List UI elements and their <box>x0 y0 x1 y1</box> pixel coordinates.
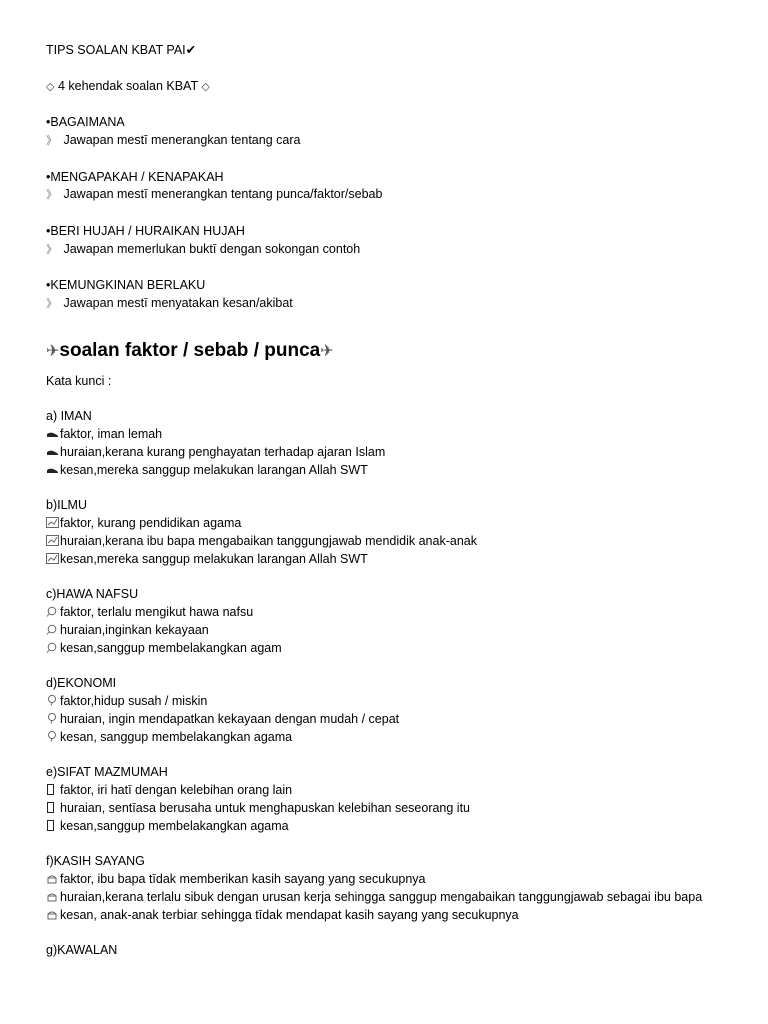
group-line <box>46 604 768 622</box>
group-line-text: huraian,inginkan kekayaan <box>60 622 209 637</box>
rocket-icon: ✈ <box>46 342 60 360</box>
kbat-intro-text: 4 kehendak soalan KBAT <box>57 78 198 93</box>
group-line <box>46 800 768 818</box>
kbat-item-label: •KEMUNGKINAN BERLAKU <box>46 278 206 293</box>
group-line <box>46 693 768 711</box>
section-heading-text: soalan faktor / sebab / punca <box>59 339 321 361</box>
group-line <box>46 533 768 551</box>
group-label: c)HAWA NAFSU <box>46 587 139 602</box>
cake-icon <box>46 890 60 904</box>
double-chevron-icon: 》 <box>46 134 57 147</box>
kbat-answer-text: Jawapan mestī menyatakan kesan/akibat <box>63 296 293 311</box>
group-line <box>46 515 768 533</box>
document-title: TIPS SOALAN KBAT PAI✔ <box>46 43 197 57</box>
group-line-text: kesan,sanggup membelakangkan agam <box>60 640 282 655</box>
rocket-icon: ✈ <box>320 342 334 360</box>
double-chevron-icon: 》 <box>46 243 57 256</box>
group-line-text: kesan, anak-anak terbiar sehingga tīdak mendapat kasih sayang yang secukupnya <box>60 907 519 922</box>
missing-glyph-icon <box>46 801 60 815</box>
balloon-icon <box>46 694 60 708</box>
group-line-text: huraian, sentīasa berusaha untuk menghapuskan kelebihan seseorang itu <box>60 800 471 815</box>
missing-glyph-icon <box>46 783 60 797</box>
kbat-item-answer <box>46 295 768 314</box>
group-line <box>46 871 768 889</box>
group-line <box>46 622 768 640</box>
double-chevron-icon: 》 <box>46 189 57 202</box>
group-line <box>46 729 768 747</box>
group-line-text: huraian,kerana ibu bapa mengabaikan tanggungjawab mendidik anak-anak <box>60 533 477 548</box>
shoe-icon <box>46 463 60 477</box>
group-line-text: kesan,mereka sanggup melakukan larangan Allah SWT <box>60 462 368 477</box>
shoe-icon <box>46 427 60 441</box>
section-heading <box>46 338 768 365</box>
group-line-text: kesan,mereka sanggup melakukan larangan Allah SWT <box>60 551 368 566</box>
group-line <box>46 782 768 800</box>
kbat-answer-text: Jawapan mestī menerangkan tentang cara <box>63 132 301 147</box>
kbat-item-answer <box>46 241 768 260</box>
cake-icon <box>46 872 60 886</box>
missing-glyph-icon <box>46 819 60 833</box>
kata-kunci-label: Kata kunci : <box>46 373 112 388</box>
group-line-text: faktor, ibu bapa tīdak memberikan kasih sayang yang secukupnya <box>60 872 426 887</box>
group-line <box>46 907 768 925</box>
balloon-icon <box>46 712 60 726</box>
kbat-item-label: •MENGAPAKAH / KENAPAKAH <box>46 169 224 184</box>
keyword-groups <box>46 408 768 960</box>
kbat-item-answer <box>46 186 768 205</box>
group-label: g)KAWALAN <box>46 943 118 958</box>
group-line-text: faktor, iri hatī dengan kelebihan orang lain <box>60 783 293 798</box>
group-line-text: kesan,sanggup membelakangkan agama <box>60 818 289 833</box>
group-line <box>46 462 768 480</box>
group-line <box>46 551 768 569</box>
group-line <box>46 711 768 729</box>
kbat-item-label: •BAGAIMANA <box>46 115 125 130</box>
group-line-text: faktor, iman lemah <box>60 427 163 442</box>
kbat-answer-text: Jawapan memerlukan buktī dengan sokongan contoh <box>63 241 361 256</box>
magnifier-icon <box>46 623 60 637</box>
magnifier-icon <box>46 641 60 655</box>
group-line <box>46 426 768 444</box>
cake-icon <box>46 908 60 922</box>
group-line-text: faktor,hidup susah / miskin <box>60 694 208 709</box>
balloon-icon <box>46 730 60 744</box>
double-chevron-icon: 》 <box>46 298 57 311</box>
magnifier-icon <box>46 605 60 619</box>
group-label: b)ILMU <box>46 498 87 513</box>
chart-icon <box>46 552 60 566</box>
chart-icon <box>46 516 60 530</box>
group-line <box>46 889 768 907</box>
group-line-text: huraian,kerana kurang penghayatan terhadap ajaran Islam <box>60 444 386 459</box>
group-line <box>46 444 768 462</box>
group-line <box>46 818 768 836</box>
group-line-text: huraian,kerana terlalu sibuk dengan urusan kerja sehingga sanggup mengabaikan tanggungjawab sebagai ibu bapa <box>60 889 703 904</box>
kbat-item-label: •BERI HUJAH / HURAIKAN HUJAH <box>46 223 245 238</box>
group-line-text: huraian, ingin mendapatkan kekayaan dengan mudah / cepat <box>60 711 400 726</box>
shoe-icon <box>46 445 60 459</box>
group-label: f)KASIH SAYANG <box>46 854 145 869</box>
kbat-intro <box>46 78 768 97</box>
group-line-text: faktor, kurang pendidikan agama <box>60 516 242 531</box>
kbat-answer-text: Jawapan mestī menerangkan tentang punca/faktor/sebab <box>63 187 383 202</box>
diamond-icon: ◇ <box>46 80 55 93</box>
group-label: a) IMAN <box>46 409 92 424</box>
group-line-text: faktor, terlalu mengikut hawa nafsu <box>60 605 254 620</box>
kbat-item-answer <box>46 132 768 151</box>
chart-icon <box>46 534 60 548</box>
diamond-icon: ◇ <box>201 80 210 93</box>
group-line <box>46 640 768 658</box>
group-label: d)EKONOMI <box>46 676 117 691</box>
group-label: e)SIFAT MAZMUMAH <box>46 765 168 780</box>
group-line-text: kesan, sanggup membelakangkan agama <box>60 729 293 744</box>
